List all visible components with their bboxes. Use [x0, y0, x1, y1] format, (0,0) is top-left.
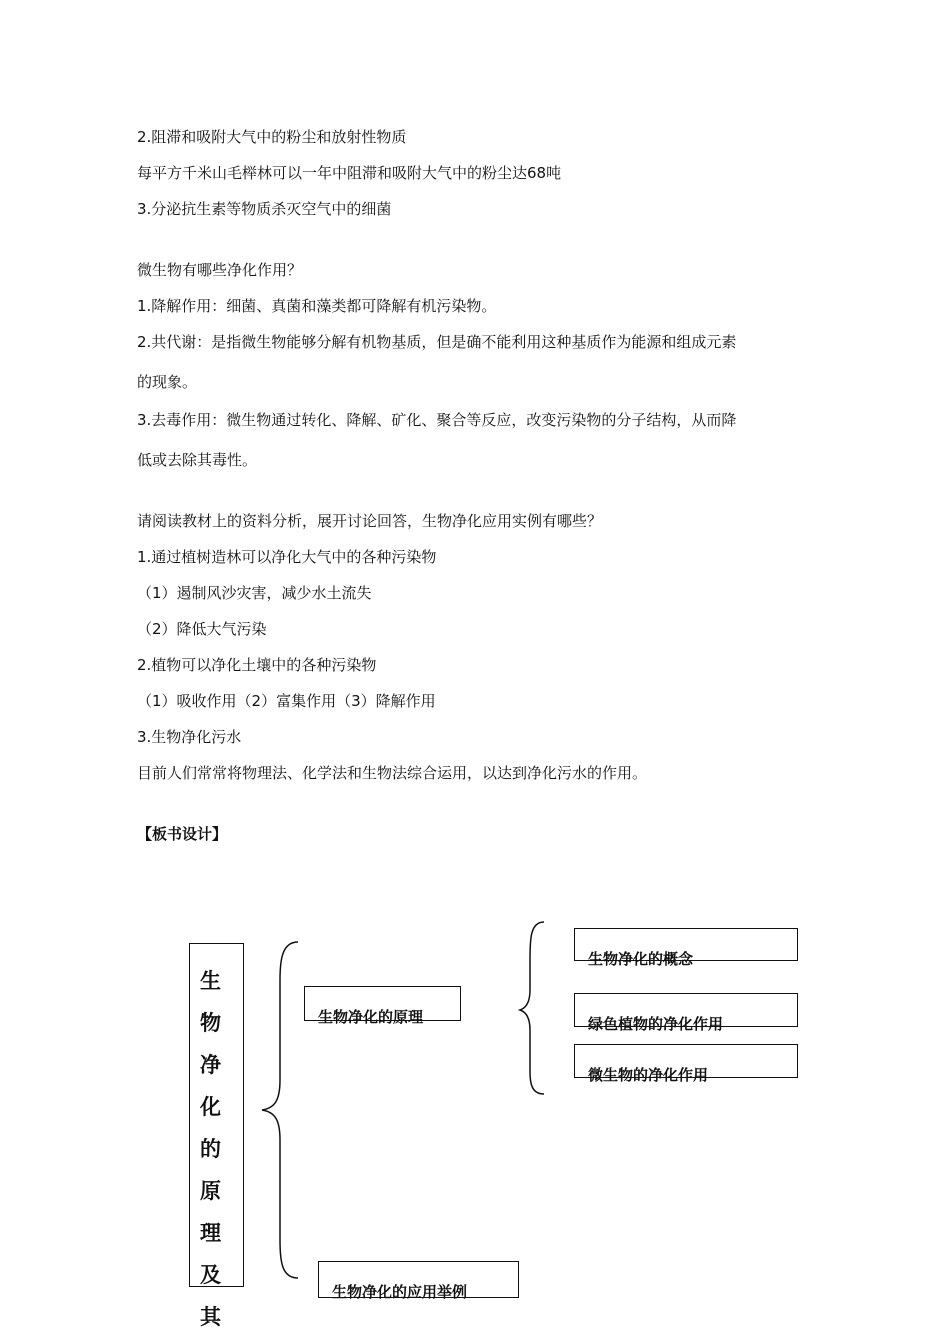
- text-line: 请阅读教材上的资料分析，展开讨论回答，生物净化应用实例有哪些？: [137, 512, 603, 530]
- vertical-title-char: 生: [200, 969, 221, 993]
- text-line: 2.植物可以净化土壤中的各种污染物: [137, 656, 377, 674]
- vertical-title-char: 理: [200, 1221, 221, 1245]
- vertical-title-char: 其: [200, 1305, 221, 1329]
- text-line: 目前人们常常将物理法、化学法和生物法综合运用，以达到净化污水的作用。: [137, 764, 648, 782]
- left-brace: [262, 942, 298, 1278]
- text-line: 3.去毒作用：微生物通过转化、降解、矿化、聚合等反应，改变污染物的分子结构，从而降: [137, 411, 737, 429]
- vertical-title-char: 及: [200, 1263, 221, 1287]
- text-line: 3.分泌抗生素等物质杀灭空气中的细菌: [137, 200, 392, 218]
- text-line: 3.生物净化污水: [137, 728, 242, 746]
- text-line: 1.通过植树造林可以净化大气中的各种污染物: [137, 548, 437, 566]
- vertical-title-char: 净: [200, 1053, 221, 1077]
- application-box-label: 生物净化的应用举例: [332, 1283, 468, 1301]
- text-line: 的现象。: [137, 373, 198, 391]
- right-brace: [520, 922, 544, 1094]
- vertical-title-char: 原: [200, 1179, 221, 1203]
- text-line: （2）降低大气污染: [137, 620, 267, 638]
- text-line: 低或去除其毒性。: [137, 451, 258, 469]
- board-heading: 【板书设计】: [137, 825, 228, 843]
- principle-box-label: 生物净化的原理: [318, 1008, 424, 1026]
- green-plant-box-label: 绿色植物的净化作用: [588, 1015, 724, 1033]
- text-line: （1）遏制风沙灾害，减少水土流失: [137, 584, 372, 602]
- microbe-box-label: 微生物的净化作用: [588, 1066, 709, 1084]
- text-line: 每平方千米山毛榉林可以一年中阻滞和吸附大气中的粉尘达68吨: [137, 164, 562, 182]
- vertical-title-char: 化: [200, 1095, 221, 1119]
- vertical-title-char: 物: [200, 1011, 221, 1035]
- vertical-title-char: 的: [200, 1137, 221, 1161]
- text-line: 1.降解作用：细菌、真菌和藻类都可降解有机污染物。: [137, 297, 497, 315]
- concept-box-label: 生物净化的概念: [588, 950, 694, 968]
- text-line: （1）吸收作用（2）富集作用（3）降解作用: [137, 692, 436, 710]
- text-line: 2.阻滞和吸附大气中的粉尘和放射性物质: [137, 128, 407, 146]
- text-line: 微生物有哪些净化作用？: [137, 261, 303, 279]
- text-line: 2.共代谢：是指微生物能够分解有机物基质，但是确不能利用这种基质作为能源和组成元素: [137, 333, 737, 351]
